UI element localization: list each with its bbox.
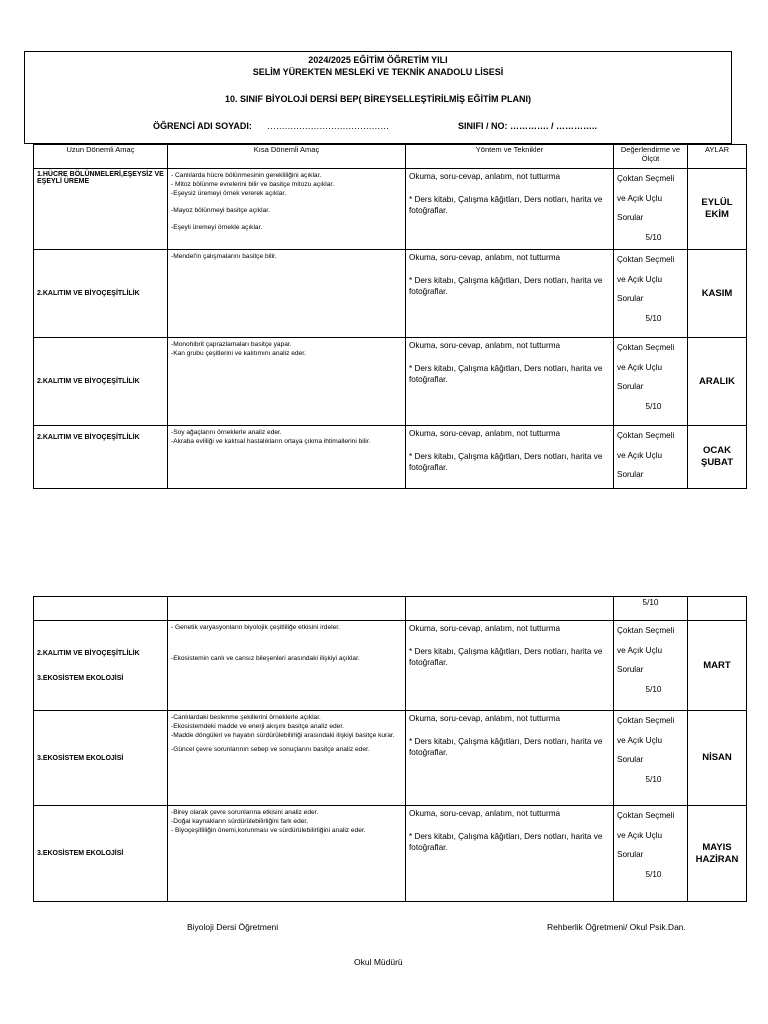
evaluation: [614, 711, 688, 806]
goal-line: 3.EKOSİSTEM EKOLOJİSİ: [37, 674, 124, 682]
methods: [406, 250, 614, 338]
short-goal: - Genetik varyasyonların biyolojik çeşitliliğe etkisini irdeler.: [171, 624, 340, 631]
methods: [406, 621, 614, 711]
eval-score: 5/10: [645, 684, 662, 694]
long-term-goal: 3.EKOSİSTEM EKOLOJİSİ: [34, 711, 168, 806]
method-line: Okuma, soru-cevap, anlatım, not tutturma: [409, 429, 561, 438]
evaluation: [614, 169, 688, 250]
eval-line: Sorular: [617, 294, 644, 303]
eval-line: ve Açık Uçlu: [617, 735, 663, 745]
academic-year: 2024/2025 EĞİTİM ÖĞRETİM YILI: [308, 55, 448, 65]
eval-line: ve Açık Uçlu: [617, 450, 663, 460]
methods: [406, 806, 614, 902]
short-goal: -Soy ağaçlarını örneklerle analiz eder.: [171, 429, 282, 436]
eval-score: 5/10: [645, 774, 662, 784]
short-term-goals: [168, 250, 406, 338]
month-cell: [688, 250, 747, 338]
class-number-label: SINIFI / NO: …………. / …………..: [458, 121, 598, 131]
eval-score: 5/10: [645, 313, 662, 323]
month: ARALIK: [699, 375, 735, 387]
column-header: Değerlendirme ve Ölçüt: [614, 145, 688, 169]
eval-line: Çoktan Seçmeli: [617, 431, 675, 440]
eval-line: ve Açık Uçlu: [617, 645, 663, 655]
short-goal: -Mayoz bölünmeyi basitçe açıklar.: [171, 207, 270, 214]
materials-line: * Ders kitabı, Çalışma kâğıtları, Ders notları, harita ve fotoğraflar.: [409, 276, 603, 296]
method-line: Okuma, soru-cevap, anlatım, not tutturma: [409, 809, 561, 818]
short-goal: -Akraba evliliği ve kalıtsal hastalıkların ortaya çıkma ihtimallerini bilir.: [171, 438, 371, 445]
table-row: [34, 338, 747, 426]
methods: [406, 338, 614, 426]
evaluation: [614, 426, 688, 489]
eval-line: Sorular: [617, 755, 644, 764]
teacher-signature-label: Biyoloji Dersi Öğretmeni: [187, 922, 279, 932]
eval-line: Çoktan Seçmeli: [617, 626, 675, 635]
goal-line: 2.KALITIM VE BİYOÇEŞİTLİLİK: [37, 649, 140, 657]
month: ŞUBAT: [700, 457, 734, 468]
short-term-goals: [168, 169, 406, 250]
short-goal: -Eşeyli üremeyi örnekle açıklar.: [171, 224, 263, 231]
evaluation: [614, 338, 688, 426]
eval-line: ve Açık Uçlu: [617, 830, 663, 840]
eval-line: ve Açık Uçlu: [617, 362, 663, 372]
long-term-goal: 3.EKOSİSTEM EKOLOJİSİ: [34, 806, 168, 902]
methods: [406, 426, 614, 489]
eval-line: Çoktan Seçmeli: [617, 174, 675, 183]
table-row: [34, 806, 747, 902]
table-row: [34, 250, 747, 338]
long-term-goal: 2.KALITIM VE BİYOÇEŞİTLİLİK: [34, 338, 168, 426]
month-cell: [688, 621, 747, 711]
short-goal: -Mendel'in çalışmalarını basitçe bilir.: [171, 253, 277, 260]
school-name: SELİM YÜREKTEN MESLEKİ VE TEKNİK ANADOLU LİSESİ: [252, 67, 504, 77]
short-term-goals: [168, 426, 406, 489]
short-term-goals: [168, 338, 406, 426]
month-cell: [688, 711, 747, 806]
principal-signature-label: Okul Müdürü: [354, 957, 403, 967]
column-header: AYLAR: [688, 145, 747, 169]
counselor-signature-label: Rehberlik Öğretmeni/ Okul Psik.Dan.: [547, 922, 686, 932]
eval-line: Sorular: [617, 850, 644, 859]
month: OCAK: [703, 445, 731, 456]
table-row: [34, 426, 747, 489]
table-row-continued: [34, 597, 747, 621]
method-line: Okuma, soru-cevap, anlatım, not tutturma: [409, 341, 561, 350]
short-term-goals: [168, 711, 406, 806]
materials-line: * Ders kitabı, Çalışma kâğıtları, Ders notları, harita ve fotoğraflar.: [409, 195, 603, 215]
evaluation: [614, 250, 688, 338]
short-goal: -Madde döngüleri ve hayatın sürdürülebilirliği arasındaki ilişkiyi basitçe kurar.: [171, 732, 395, 739]
eval-line: Çoktan Seçmeli: [617, 343, 675, 352]
table-row: [34, 621, 747, 711]
short-goal: -Doğal kaynakların sürdürülebilirliğini fark eder.: [171, 818, 309, 825]
eval-line: Çoktan Seçmeli: [617, 716, 675, 725]
table-row: [34, 711, 747, 806]
long-term-goal: 2.KALITIM VE BİYOÇEŞİTLİLİK: [34, 426, 168, 489]
short-goal: -Ekosistemin canlı ve cansız bileşenleri arasındaki ilişkiyi açıklar.: [171, 655, 360, 662]
short-term-goals: [168, 806, 406, 902]
short-goal: - Canlılarda hücre bölünmesinin gerekliliğini açıklar.: [171, 172, 322, 179]
short-goal: -Monohibrit çaprazlamaları basitçe yapar.: [171, 341, 292, 348]
long-term-goal: 2.KALITIM VE BİYOÇEŞİTLİLİK: [34, 250, 168, 338]
plan-table-page1: [33, 144, 747, 489]
short-goal: -Kan grubu çeşitlerini ve kalıtımını analiz eder.: [171, 350, 306, 357]
short-goal: -Ekosistemdeki madde ve enerji akışını basitçe analiz eder.: [171, 723, 344, 730]
long-term-goal: [34, 621, 168, 711]
month-cell: [688, 806, 747, 902]
plan-table-page2: [33, 596, 747, 902]
materials-line: * Ders kitabı, Çalışma kâğıtları, Ders notları, harita ve fotoğraflar.: [409, 364, 603, 384]
eval-score: 5/10: [645, 232, 662, 242]
month: EYLÜL: [701, 197, 733, 208]
month: MAYIS: [702, 841, 732, 853]
methods: [406, 711, 614, 806]
month-cell: [688, 338, 747, 426]
materials-line: * Ders kitabı, Çalışma kâğıtları, Ders notları, harita ve fotoğraflar.: [409, 452, 603, 472]
month-cell: [688, 426, 747, 489]
method-line: Okuma, soru-cevap, anlatım, not tutturma: [409, 172, 561, 181]
student-name-blank: ……………………………………: [267, 121, 389, 131]
materials-line: * Ders kitabı, Çalışma kâğıtları, Ders notları, harita ve fotoğraflar.: [409, 832, 603, 852]
short-goal: -Eşeysiz üremeyi örnek vererek açıklar.: [171, 190, 287, 197]
method-line: Okuma, soru-cevap, anlatım, not tutturma: [409, 714, 561, 723]
table-row: [34, 169, 747, 250]
short-goal: -Birey olarak çevre sorunlarına etkisini analiz eder.: [171, 809, 319, 816]
month: KASIM: [701, 287, 733, 299]
eval-line: Sorular: [617, 213, 644, 222]
methods: [406, 169, 614, 250]
eval-line: Çoktan Seçmeli: [617, 255, 675, 264]
eval-line: Sorular: [617, 382, 644, 391]
short-goal: -Güncel çevre sorunlarının sebep ve sonuçlarını basitçe analiz eder.: [171, 746, 370, 753]
short-goal: - Mitoz bölünme evrelerini bilir ve basitçe mitozu açıklar.: [171, 181, 335, 188]
method-line: Okuma, soru-cevap, anlatım, not tutturma: [409, 624, 561, 633]
column-header: Yöntem ve Teknikler: [406, 145, 614, 169]
column-header: Kısa Dönemli Amaç: [168, 145, 406, 169]
month: HAZİRAN: [695, 853, 739, 865]
short-goal: - Biyoçeşitliliğin önemi,korunması ve sürdürülebilirliğini analiz eder.: [171, 827, 366, 834]
month-cell: [688, 169, 747, 250]
eval-score: 5/10: [614, 597, 688, 621]
materials-line: * Ders kitabı, Çalışma kâğıtları, Ders notları, harita ve fotoğraflar.: [409, 737, 603, 757]
evaluation: [614, 806, 688, 902]
table-header-row: [34, 145, 747, 169]
eval-line: ve Açık Uçlu: [617, 193, 663, 203]
method-line: Okuma, soru-cevap, anlatım, not tutturma: [409, 253, 561, 262]
eval-line: Sorular: [617, 665, 644, 674]
long-term-goal: 1.HÜCRE BÖLÜNMELERİ,EŞEYSİZ VE EŞEYLİ ÜREME: [34, 169, 168, 250]
eval-score: 5/10: [645, 401, 662, 411]
evaluation: [614, 621, 688, 711]
column-header: Uzun Dönemli Amaç: [34, 145, 168, 169]
eval-line: Sorular: [617, 470, 644, 479]
short-term-goals: [168, 621, 406, 711]
eval-score: 5/10: [645, 869, 662, 879]
student-name-label: ÖĞRENCİ ADI SOYADI:: [153, 121, 252, 131]
eval-line: ve Açık Uçlu: [617, 274, 663, 284]
month: EKİM: [705, 209, 729, 220]
plan-title: 10. SINIF BİYOLOJİ DERSİ BEP( BİREYSELLEŞTİRİLMİŞ EĞİTİM PLANI): [224, 94, 532, 104]
month: MART: [703, 659, 731, 671]
short-goal: -Canlılardaki beslenme şekillerini örneklerle açıklar.: [171, 714, 321, 721]
month: NİSAN: [702, 752, 732, 763]
materials-line: * Ders kitabı, Çalışma kâğıtları, Ders notları, harita ve fotoğraflar.: [409, 647, 603, 667]
eval-line: Çoktan Seçmeli: [617, 811, 675, 820]
